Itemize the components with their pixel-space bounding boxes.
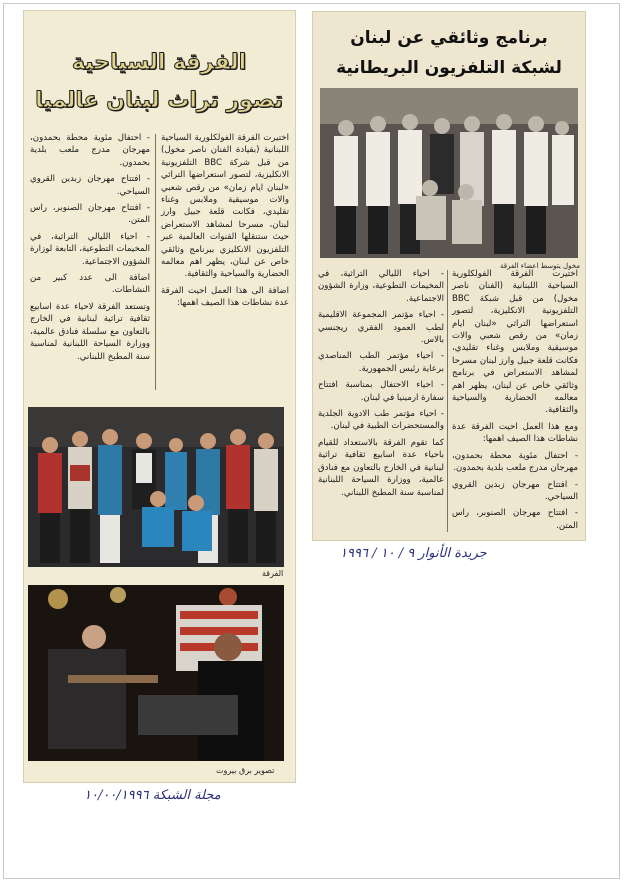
- left-col-left-para: - افتتاح مهرجان زبدين القروي السياحي.: [30, 174, 150, 197]
- right-col-left-para: - احياء الليالي التراثية، في المخيمات التطوعية، وزارة الشؤون الاجتماعية.: [318, 269, 444, 304]
- left-headline-line1: الفرقة السياحية: [71, 50, 247, 75]
- left-col-left-para: - احياء الليالي التراثية، في المخيمات التطوعية، التابعة لوزارة الشؤون الاجتماعية.: [30, 231, 150, 267]
- right-headline-line1: برنامج وثائقي عن لبنان: [350, 28, 548, 48]
- right-col-left-para: - احياء مؤتمر المجموعة الاقليمية لطب العمود الفقري ريجنسي بالاس.: [318, 310, 444, 346]
- right-col-right-para: ومع هذا العمل احيت الفرقة عدة نشاطات هذا الصيف اهمها:: [452, 421, 578, 445]
- musicians-photo-caption: تصوير برق بيروت: [216, 766, 275, 775]
- left-col-left-para: - احتفال مئوية محطة بحمدون، مهرجان مدرج ملعب بلدية بحمدون.: [30, 133, 150, 168]
- left-col-right-para: اضافة الى هذا العمل احيت الفرقة عدة نشاطات هذا الصيف اهمها:: [161, 285, 289, 309]
- right-col-left-para: كما تقوم الفرقة بالاستعداد للقيام باحياء عدة اسابيع ثقافية تراثية لبنانية في الخارج بالتعاون مع فنادق عالمية، ووزارة السياحة اللبنانية لمناسبة سنة المطبخ اللبناني.: [318, 437, 444, 498]
- left-col-left-para: وتستعد الفرقة لاحياء عدة اسابيع ثقافية تراثية لبنانية في الخارج بالتعاون مع سلسلة فنادق عالمية، ووزارة السياحة اللبنانية لمناسبة سنة المطبخ اللبناني.: [30, 301, 150, 362]
- right-troupe-photo: [320, 88, 578, 258]
- right-col-left-para: - احياء الاحتفال بمناسبة افتتاح سفارة ارمينيا في لبنان.: [318, 380, 444, 403]
- right-photo-caption: مخول يتوسط اعضاء الفرقة: [500, 262, 581, 270]
- right-col-right-para: اختيرت الفرقة الفولكلورية السياحية اللبنانية (الفنان ناصر مخول) من قبل شبكة BBC التلفزيونية الانكليزية، لتصور استعراضها التراثي «لبنان ايام زمان» من رقص شعبي والات موسيقية وملابس وغناء تقليدي، فكانت قلعة جبيل وارز لبنان مسرحا لمشاهد الاستعراض في برنامج وثائقي خاص عن لبنان، يظهر اهم معالمه الحضارية والسياحية والثقافية.: [452, 269, 578, 416]
- right-col-left-para: - احياء مؤتمر الطب المناصدي برعاية رئيس الجمهورية.: [318, 351, 444, 374]
- left-col-right-para: اختيرت الفرقة الفولكلورية السياحية اللبنانية (بقيادة الفنان ناصر مخول) من قبل شركة BBC التلفزيونية الانكليزية، لتصور استعراضها التراثي «لبنان ايام زمان» من رقص شعبي والات موسيقية وملابس وغناء تقليدي، فكانت قلعة جبيل وارز لبنان، مسرحا لمشاهد الاستعراض حيث ستنقلها القنوات العالمية عبر التلفزيون الانكليزي ببرنامج وثائقي خاص عن لبنان، يظهر اهم معالمه الحضارية والسياحية والثقافية.: [161, 133, 289, 280]
- right-col-right-para: - احتفال مئوية محطة بحمدون، مهرجان مدرج ملعب بلدية بحمدون.: [452, 450, 578, 474]
- left-handwritten-source: مجلة الشبكة ١٠/٠٠/١٩٩٦: [84, 788, 221, 803]
- right-column-left: [318, 268, 444, 503]
- right-headline-line2: لشبكة التلفزيون البريطانية: [336, 58, 562, 78]
- troupe-photo-caption: الفرقة: [262, 569, 284, 578]
- right-col-right-para: - افتتاح مهرجان زبدين القروي السياحي.: [452, 479, 578, 502]
- column-divider: [155, 134, 156, 390]
- left-column-right: [161, 132, 289, 314]
- right-handwritten-source: جريدة الأنوار ٩ / ١٠ / ١٩٩٦: [340, 546, 487, 561]
- right-col-left-para: - احياء مؤتمر طب الادوية الجلدية والمستحضرات الطبية في لبنان.: [318, 409, 444, 432]
- right-col-right-para: - افتتاح مهرجان الصنوبر، راس المتن.: [452, 508, 578, 531]
- right-column-right: [452, 268, 578, 536]
- musicians-photo: [28, 585, 284, 761]
- column-divider: [447, 270, 448, 532]
- troupe-photo: [28, 407, 284, 567]
- left-col-left-para: اضافة الى عدد كبير من النشاطات.: [30, 273, 150, 296]
- left-column-left: [30, 132, 150, 367]
- left-headline-line2: تصور تراث لبنان عالميا: [35, 88, 283, 113]
- left-col-left-para: - افتتاح مهرجان الصنوبر، راس المتن.: [30, 203, 150, 226]
